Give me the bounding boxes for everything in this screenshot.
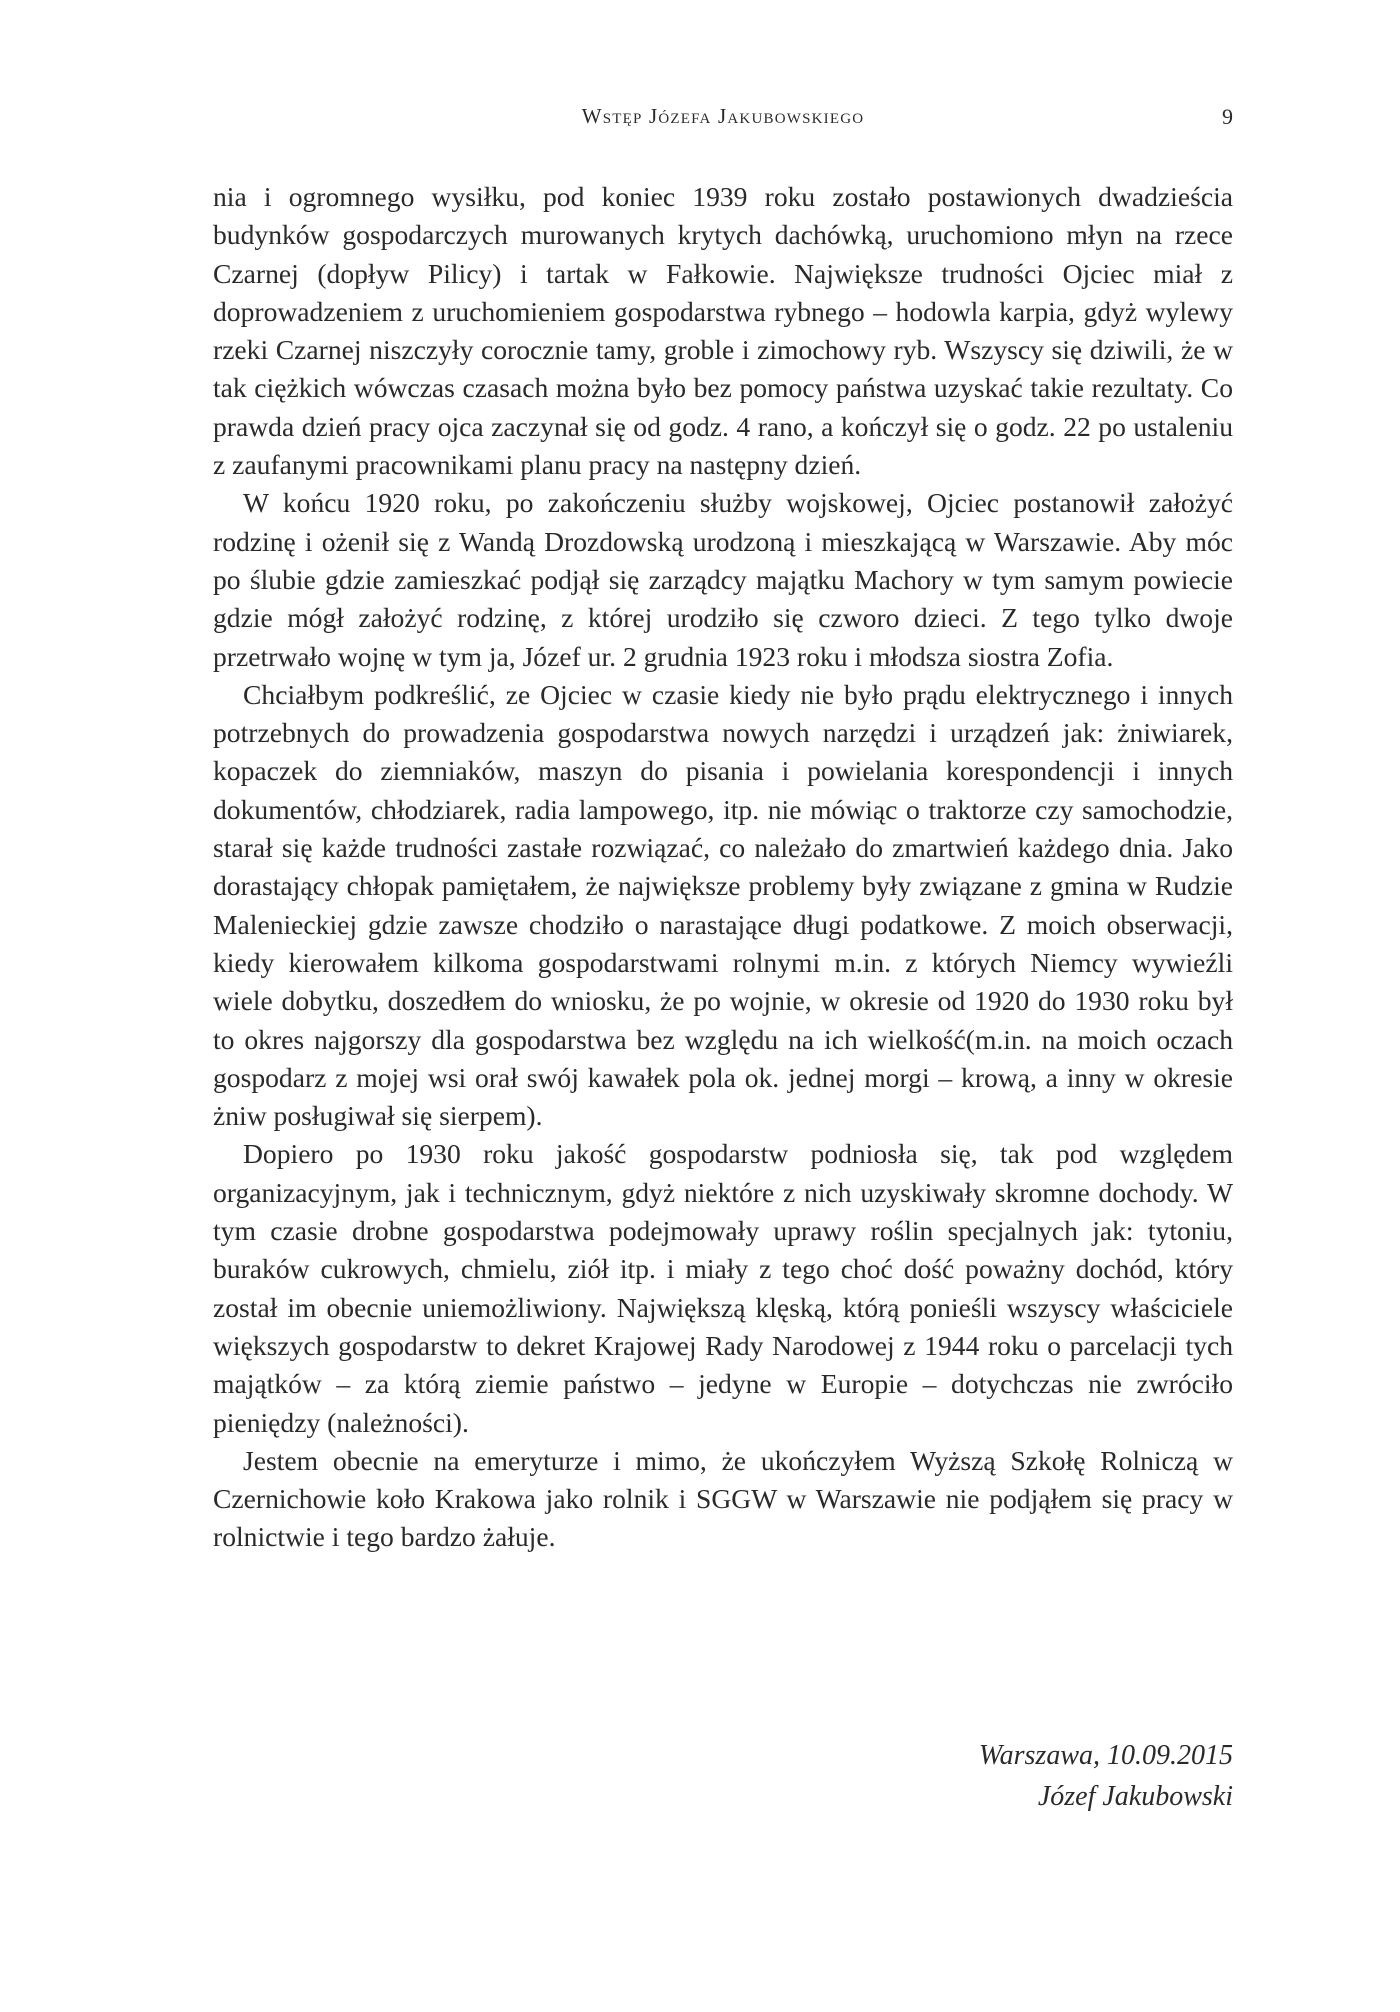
signature-block bbox=[979, 1735, 1233, 1817]
paragraph-2: W końcu 1920 roku, po zakończeniu służby wojskowej, Ojciec postanowił założyć rodzinę i ożenił się z Wandą Drozdowską urodzoną i mieszkającą w Warszawie. Aby móc po ślubie gdzie zamieszkać podjął się zarządcy majątku Machory w tym samym powiecie gdzie mógł założyć rodzinę, z której urodziło się czworo dzieci. Z tego tylko dwoje przetrwało wojnę w tym ja, Józef ur. 2 grudnia 1923 roku i młodsza siostra Zofia. bbox=[213, 487, 1233, 672]
paragraph-4: Dopiero po 1930 roku jakość gospodarstw podniosła się, tak pod względem organizacyjnym, jak i technicznym, gdyż niektóre z nich uzyskiwały skromne dochody. W tym czasie drobne gospodarstwa podejmowały uprawy roślin specjalnych jak: tytoniu, buraków cukrowych, chmielu, ziół itp. i miały z tego choć dość poważny dochód, który został im obecnie uniemożliwiony. Największą klęską, którą ponieśli wszyscy właściciele większych gospodarstw to dekret Krajowej Rady Narodowej z 1944 roku o parcelacji tych majątków – za którą ziemie państwo – jedyne w Europie – dotychczas nie zwróciło pieniędzy (należności). bbox=[213, 1138, 1233, 1438]
paragraph-1: nia i ogromnego wysiłku, pod koniec 1939 roku zostało postawionych dwadzieścia budynków gospodarczych murowanych krytych dachówką, uruchomiono młyn na rzece Czarnej (dopływ Pilicy) i tartak w Fałkowie. Największe trudności Ojciec miał z doprowadzeniem z uruchomieniem gospodarstwa rybnego – hodowla karpia, gdyż wylewy rzeki Czarnej niszczyły corocznie tamy, groble i zimochowy ryb. Wszyscy się dziwili, że w tak ciężkich wówczas czasach można było bez pomocy państwa uzyskać takie rezultaty. Co prawda dzień pracy ojca zaczynał się od godz. 4 rano, a kończył się o godz. 22 po ustaleniu z zaufanymi pracownikami planu pracy na następny dzień. bbox=[213, 181, 1233, 481]
signature-name: Józef Jakubowski bbox=[1037, 1781, 1233, 1812]
paragraph-5: Jestem obecnie na emeryturze i mimo, że ukończyłem Wyższą Szkołę Rolniczą w Czernichowie koło Krakowa jako rolnik i SGGW w Warszawie nie podjąłem się pracy w rolnictwie i tego bardzo żałuje. bbox=[213, 1444, 1233, 1553]
running-title: Wstęp Józefa Jakubowskiego bbox=[581, 104, 865, 128]
signature-place-date: Warszawa, 10.09.2015 bbox=[978, 1740, 1233, 1771]
running-header bbox=[213, 104, 1233, 140]
page-number: 9 bbox=[1222, 104, 1233, 129]
body-text bbox=[213, 178, 1233, 1557]
paragraph-3: Chciałbym podkreślić, ze Ojciec w czasie kiedy nie było prądu elektrycznego i innych potrzebnych do prowadzenia gospodarstwa nowych narzędzi i urządzeń jak: żniwiarek, kopaczek do ziemniaków, maszyn do pisania i powielania korespondencji i innych dokumentów, chłodziarek, radia lampowego, itp. nie mówiąc o traktorze czy samochodzie, starał się każde trudności zastałe rozwiązać, co należało do zmartwień każdego dnia. Jako dorastający chłopak pamiętałem, że największe problemy były związane z gmina w Rudzie Malenieckiej gdzie zawsze chodziło o narastające długi podatkowe. Z moich obserwacji, kiedy kierowałem kilkoma gospodarstwami rolnymi m.in. z których Niemcy wywieźli wiele dobytku, doszedłem do wniosku, że po wojnie, w okresie od 1920 do 1930 roku był to okres najgorszy dla gospodarstwa bez względu na ich wielkość(m.in. na moich oczach gospodarz z mojej wsi orał swój kawałek pola ok. jednej morgi – krową, a inny w okresie żniw posługiwał się sierpem). bbox=[213, 678, 1233, 1132]
